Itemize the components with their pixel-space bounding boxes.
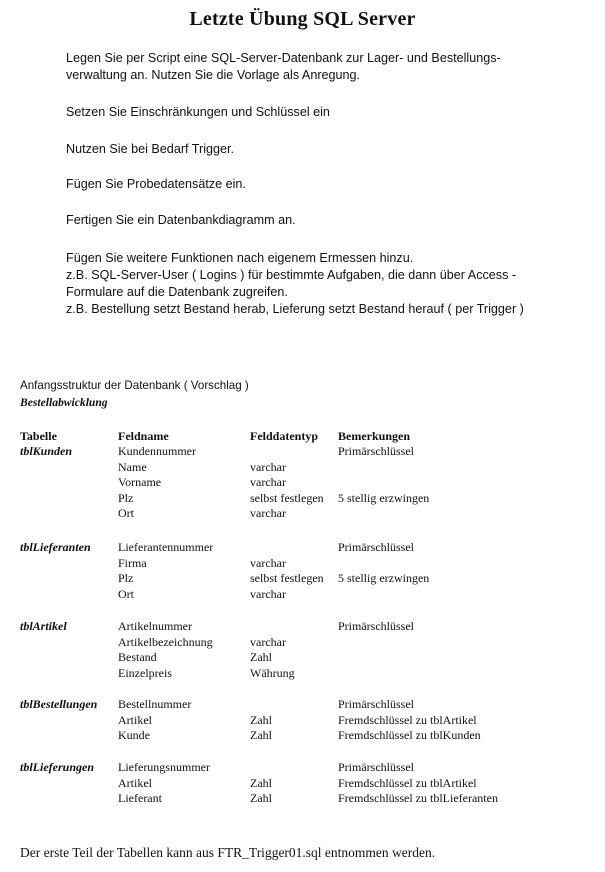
instruction-paragraph [66, 141, 586, 158]
field-type: varchar [250, 555, 286, 570]
field-type: varchar [250, 475, 286, 489]
field-note: Primärschlüssel [338, 444, 414, 458]
field-type: Zahl [250, 728, 272, 742]
field-note: Primärschlüssel [338, 619, 414, 633]
field-name: Artikel [118, 712, 152, 727]
page-title: Letzte Übung SQL Server [189, 8, 416, 30]
table-name: tblLieferanten [20, 540, 91, 554]
field-name: Plz [118, 490, 134, 505]
field-name: Bestand [118, 650, 157, 664]
field-type: Zahl [250, 712, 272, 727]
instruction-paragraph [66, 212, 586, 229]
field-note: Primärschlüssel [338, 697, 414, 711]
field-note: Primärschlüssel [338, 760, 414, 774]
field-name: Bestellnummer [118, 697, 192, 711]
field-type: selbst festlegen [250, 571, 324, 585]
field-name: Lieferantennummer [118, 540, 214, 554]
instruction-line: Legen Sie per Script eine SQL-Server-Datenbank zur Lager- und Bestellungs- [66, 51, 501, 65]
field-type: selbst festlegen [250, 490, 324, 505]
instruction-line: Setzen Sie Einschränkungen und Schlüssel ein [66, 105, 330, 119]
field-note: Fremdschlüssel zu tblLieferanten [338, 791, 498, 805]
field-name: Vorname [118, 475, 162, 489]
field-name: Artikel [118, 775, 152, 790]
column-header: Bemerkungen [338, 429, 410, 443]
field-note: 5 stellig erzwingen [338, 571, 430, 585]
instruction-paragraph [66, 176, 586, 193]
instruction-line: verwaltung an. Nutzen Sie die Vorlage als Anregung. [66, 68, 361, 82]
instruction-line: z.B. Bestellung setzt Bestand herab, Lieferung setzt Bestand herauf ( per Trigger ) [66, 302, 524, 316]
field-type: varchar [250, 459, 286, 474]
field-type: varchar [250, 586, 286, 601]
field-type: varchar [250, 506, 286, 520]
field-name: Plz [118, 571, 134, 585]
table-name: tblArtikel [20, 619, 67, 633]
instruction-line: Fertigen Sie ein Datenbankdiagramm an. [66, 213, 296, 227]
instruction-paragraph [66, 250, 586, 318]
field-name: Firma [118, 555, 147, 570]
field-type: Währung [250, 665, 295, 680]
field-type: Zahl [250, 791, 272, 805]
structure-intro: Anfangsstruktur der Datenbank ( Vorschlag ) [20, 379, 249, 392]
field-note: Fremdschlüssel zu tblArtikel [338, 712, 477, 727]
field-name: Artikelbezeichnung [118, 634, 213, 649]
column-header: Felddatentyp [250, 429, 319, 443]
instruction-line: z.B. SQL-Server-User ( Logins ) für bestimmte Aufgaben, die dann über Access - [66, 268, 517, 282]
field-name: Name [118, 459, 147, 474]
field-type: Zahl [250, 650, 272, 664]
table-name: tblLieferungen [20, 760, 94, 774]
field-note: Fremdschlüssel zu tblArtikel [338, 775, 477, 790]
table-name: tblKunden [20, 444, 73, 458]
instruction-line: Formulare auf die Datenbank zugreifen. [66, 285, 288, 299]
column-header: Tabelle [20, 429, 57, 443]
instruction-paragraph [66, 104, 586, 121]
footer-note: Der erste Teil der Tabellen kann aus FTR_Trigger01.sql entnommen werden. [20, 845, 436, 860]
field-type: varchar [250, 634, 286, 649]
field-note: Fremdschlüssel zu tblKunden [338, 728, 481, 742]
instruction-line: Fügen Sie weitere Funktionen nach eigenem Ermessen hinzu. [66, 251, 414, 265]
field-name: Lieferungsnummer [118, 760, 210, 774]
structure-subtitle: Bestellabwicklung [20, 396, 108, 409]
field-note: 5 stellig erzwingen [338, 490, 430, 505]
instruction-paragraph [66, 50, 586, 84]
field-note: Primärschlüssel [338, 540, 414, 554]
column-header: Feldname [118, 429, 169, 443]
table-name: tblBestellungen [20, 697, 98, 711]
field-name: Ort [118, 506, 134, 520]
instruction-line: Nutzen Sie bei Bedarf Trigger. [66, 142, 235, 156]
field-name: Artikelnummer [118, 619, 192, 633]
field-name: Lieferant [118, 791, 162, 805]
field-name: Einzelpreis [118, 665, 172, 680]
field-name: Kunde [118, 728, 150, 742]
instruction-line: Fügen Sie Probedatensätze ein. [66, 177, 246, 191]
field-name: Kundennummer [118, 444, 196, 458]
field-type: Zahl [250, 775, 272, 790]
field-name: Ort [118, 586, 134, 601]
